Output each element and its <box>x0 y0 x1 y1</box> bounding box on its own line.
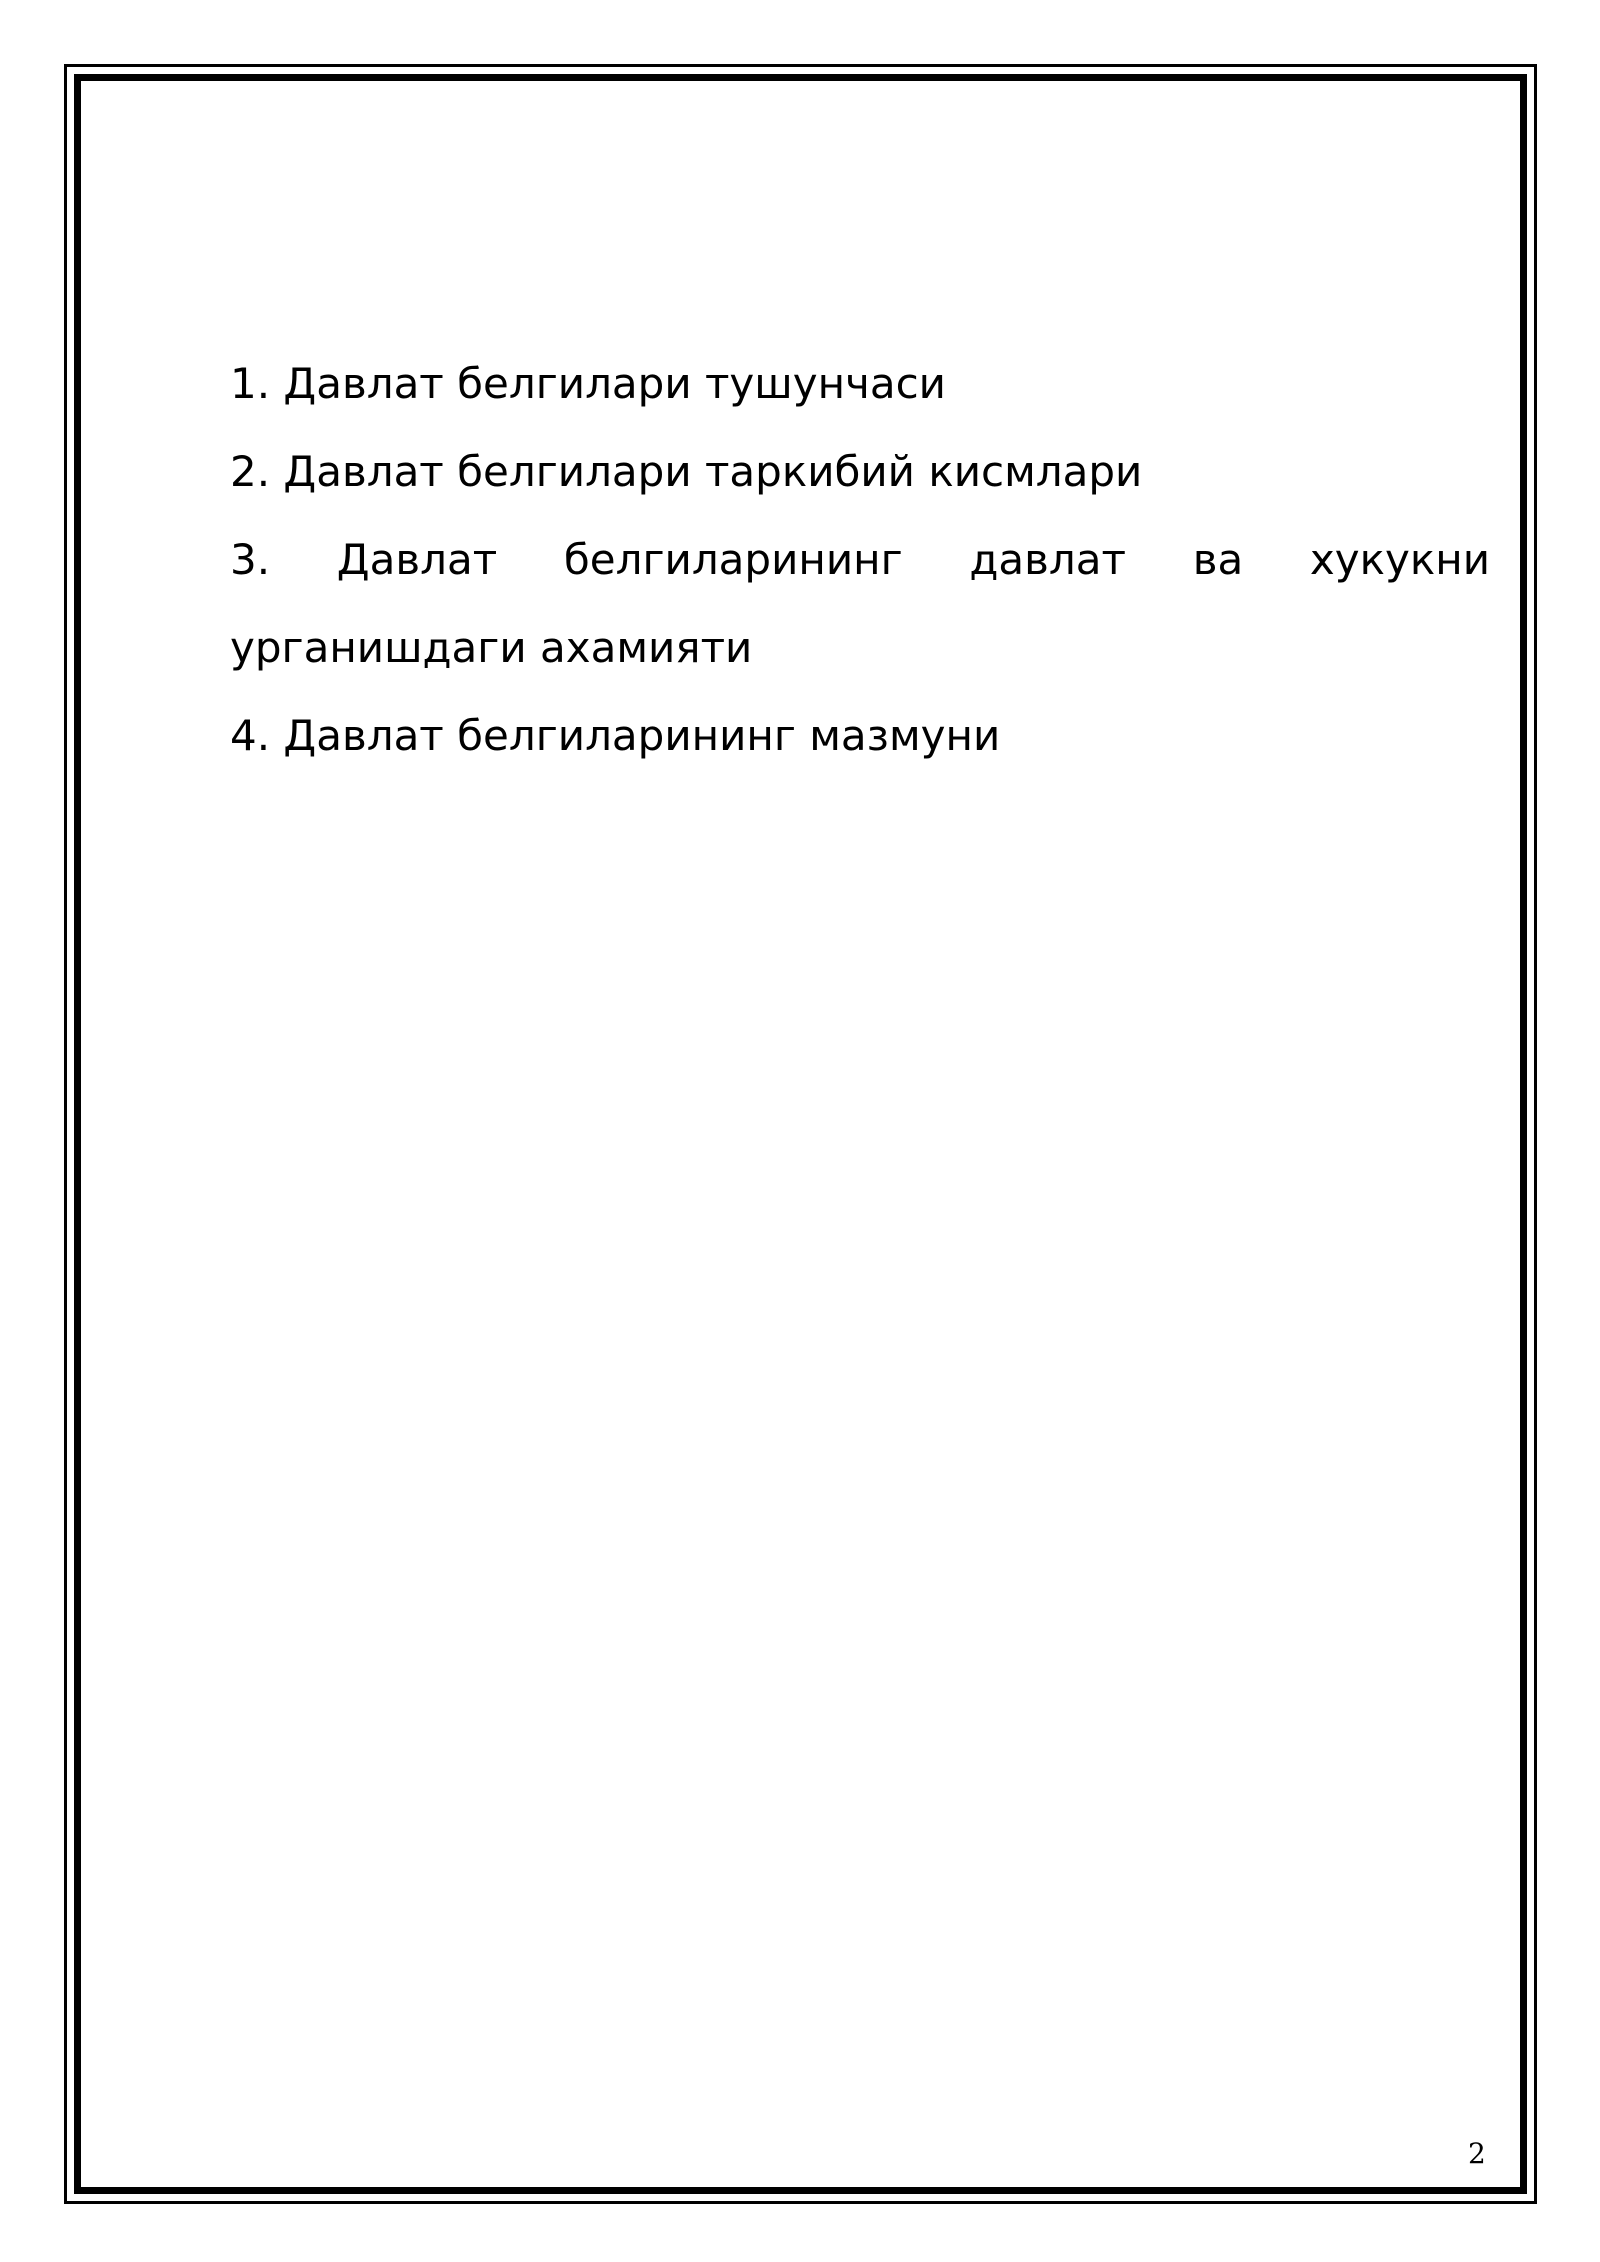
toc-item-3: 3. Давлат белгиларининг давлат ва хукукни урганишдаги ахамияти <box>230 535 1490 672</box>
toc-item-1: 1. Давлат белгилари тушунчаси <box>230 359 946 408</box>
table-of-contents <box>230 340 1490 780</box>
toc-item-2: 2. Давлат белгилари таркибий кисмлари <box>230 447 1143 496</box>
page-number: 2 <box>1468 2137 1486 2170</box>
toc-item-4: 4. Давлат белгиларининг мазмуни <box>230 711 1001 760</box>
